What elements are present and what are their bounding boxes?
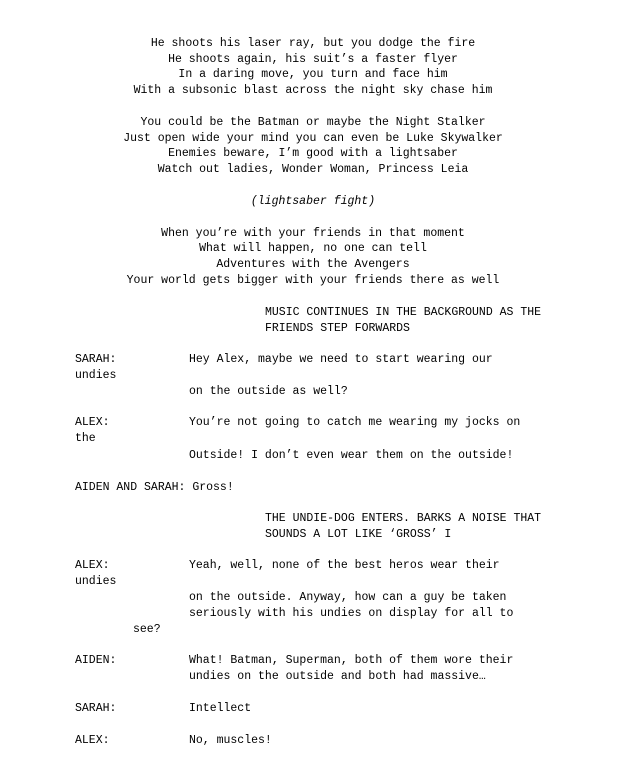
speaker-name: SARAH: [75,702,117,715]
dialogue-line: seriously with his undies on display for all to [189,607,514,620]
direction-line: MUSIC CONTINUES IN THE BACKGROUND AS THE [265,306,542,319]
dialogue-line: You’re not going to catch me wearing my jocks on [189,416,521,429]
lyric-line: Just open wide your mind you can even be Luke Skywalker [123,132,503,145]
lyric-line: Adventures with the Avengers [216,258,410,271]
lyric-line: You could be the Batman or maybe the Night Stalker [140,116,486,129]
dialogue-line: on the outside as well? [189,385,348,398]
direction-line: THE UNDIE-DOG ENTERS. BARKS A NOISE THAT [265,512,542,525]
speaker-name: ALEX: [75,559,110,572]
dialogue-wrap: see? [133,623,161,636]
lyric-line: When you’re with your friends in that moment [161,227,465,240]
dialogue-line: Outside! I don’t even wear them on the outside! [189,449,514,462]
lyric-line: In a daring move, you turn and face him [178,68,448,81]
speaker-name: ALEX: [75,416,110,429]
lyric-line: Watch out ladies, Wonder Woman, Princess Leia [157,163,469,176]
direction-line: SOUNDS A LOT LIKE ‘GROSS’ I [265,528,452,541]
lyric-line: Enemies beware, I’m good with a lightsaber [168,147,458,160]
dialogue-line: What! Batman, Superman, both of them wore their [189,654,514,667]
stage-interlude: (lightsaber fight) [250,195,376,208]
dialogue-line: No, muscles! [189,734,272,747]
dialogue-wrap: undies [75,369,117,382]
dialogue-line: on the outside. Anyway, how can a guy be taken [189,591,507,604]
lyric-line: With a subsonic blast across the night sky chase him [133,84,493,97]
speaker-name: AIDEN: [75,654,117,667]
dialogue-line: undies on the outside and both had massive… [189,670,486,683]
direction-line: FRIENDS STEP FORWARDS [265,322,410,335]
lyric-line: He shoots his laser ray, but you dodge the fire [150,37,476,50]
dialogue-aiden-sarah: AIDEN AND SARAH: Gross! [75,481,234,494]
dialogue-wrap: undies [75,575,117,588]
dialogue-wrap: the [75,432,96,445]
speaker-name: SARAH: [75,353,117,366]
speaker-name: ALEX: [75,734,110,747]
lyric-line: What will happen, no one can tell [199,242,427,255]
dialogue-line: Hey Alex, maybe we need to start wearing our [189,353,493,366]
dialogue-line: Yeah, well, none of the best heros wear their [189,559,500,572]
lyric-line: Your world gets bigger with your friends there as well [126,274,500,287]
dialogue-line: Intellect [189,702,252,715]
lyric-line: He shoots again, his suit’s a faster flyer [168,53,458,66]
